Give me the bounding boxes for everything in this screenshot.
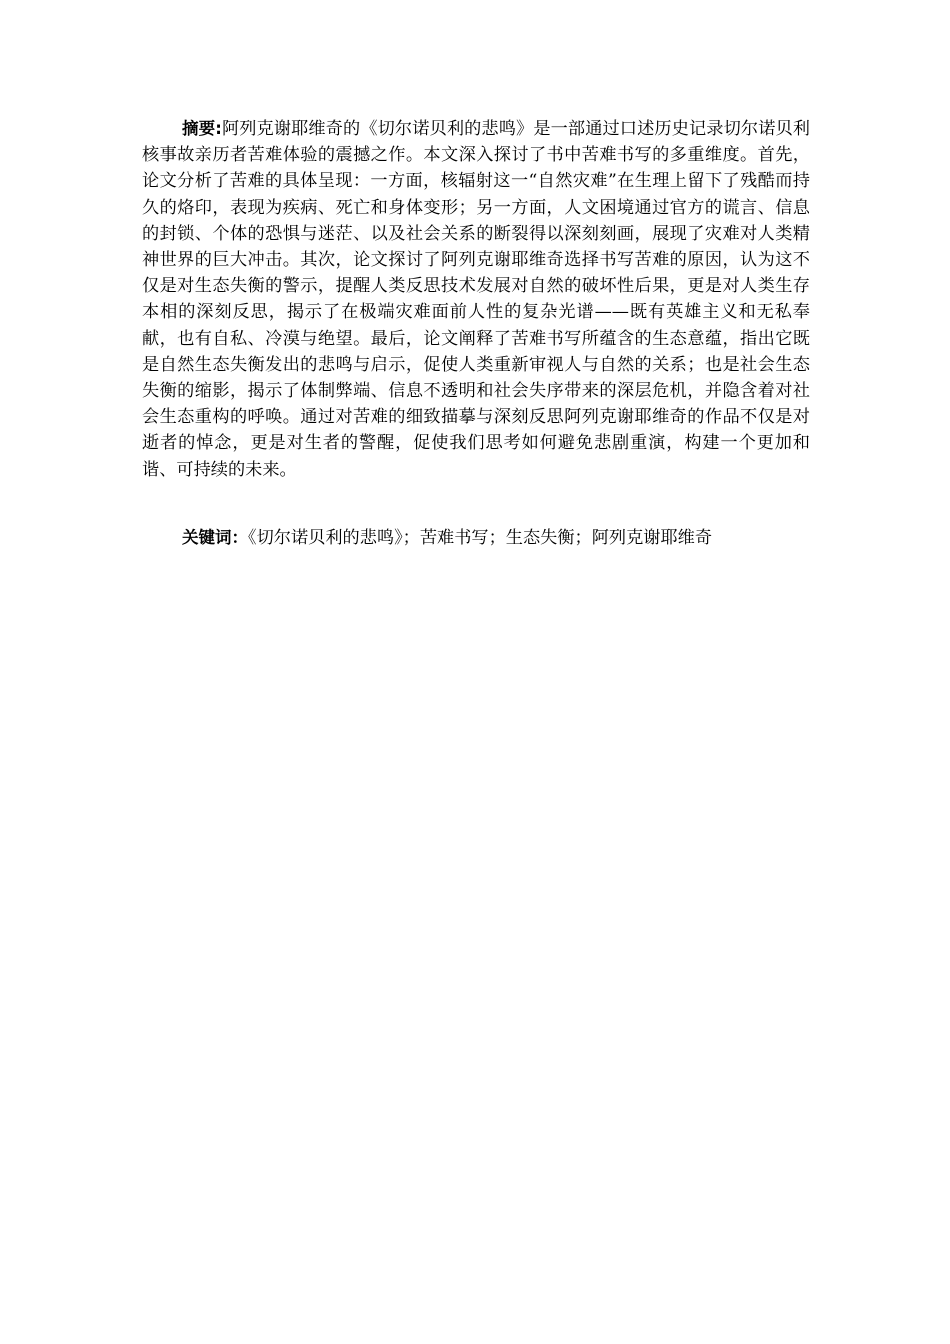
abstract-label: 摘要: [182,119,222,138]
abstract-text: 阿列克谢耶维奇的《切尔诺贝利的悲鸣》是一部通过口述历史记录切尔诺贝利核事故亲历者苦难体验的震撼之作。本文深入探讨了书中苦难书写的多重维度。首先，论文分析了苦难的具体呈现：一方面，核辐射这一“自然灾难”在生理上留下了残酷而持久的烙印，表现为疾病、死亡和身体变形；另一方面，人文困境通过官方的谎言、信息的封锁、个体的恐惧与迷茫、以及社会关系的断裂得以深刻刻画，展现了灾难对人类精神世界的巨大冲击。其次，论文探讨了阿列克谢耶维奇选择书写苦难的原因，认为这不仅是对生态失衡的警示，提醒人类反思技术发展对自然的破坏性后果，更是对人类生存本相的深刻反思，揭示了在极端灾难面前人性的复杂光谱——既有英雄主义和无私奉献，也有自私、冷漠与绝望。最后，论文阐释了苦难书写所蕴含的生态意蕴，指出它既是自然生态失衡发出的悲鸣与启示，促使人类重新审视人与自然的关系；也是社会生态失衡的缩影，揭示了体制弊端、信息不透明和社会失序带来的深层危机，并隐含着对社会生态重构的呼唤。通过对苦难的细致描摹与深刻反思阿列克谢耶维奇的作品不仅是对逝者的悼念，更是对生者的警醒，促使我们思考如何避免悲剧重演，构建一个更加和谐、可持续的未来。 [142,119,810,480]
keywords-label: 关键词： [182,528,248,547]
keywords-text: 《切尔诺贝利的悲鸣》；苦难书写；生态失衡；阿列克谢耶维奇 [248,528,713,548]
keywords-line [182,525,822,551]
abstract-paragraph [142,116,810,483]
